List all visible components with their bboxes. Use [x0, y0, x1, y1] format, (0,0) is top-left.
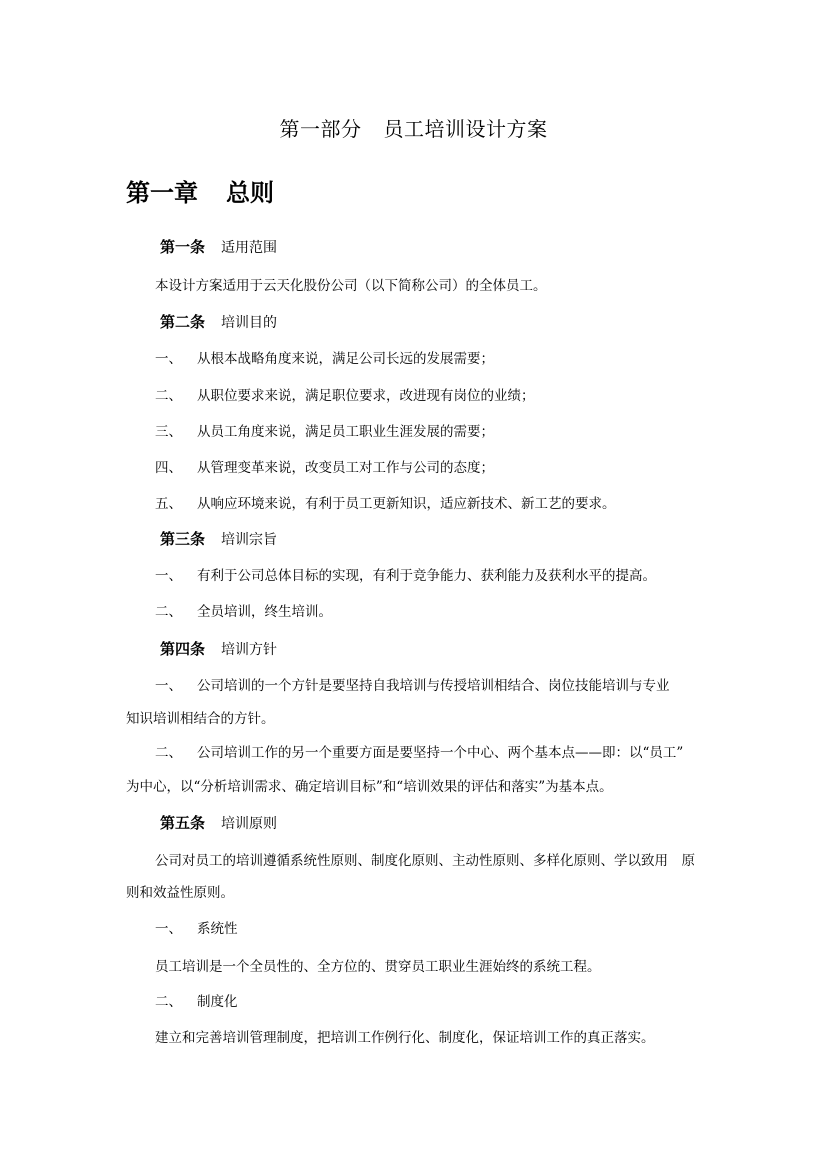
- paragraph-line: 知识培训相结合的方针。: [126, 711, 275, 727]
- list-item: 五、 从响应环境来说，有利于员工更新知识，适应新技术、新工艺的要求。: [155, 496, 616, 512]
- list-item: 一、 有利于公司总体目标的实现，有利于竞争能力、获利能力及获利水平的提高。: [155, 568, 656, 584]
- article-2-heading: [160, 311, 277, 332]
- chapter-heading: [126, 173, 274, 208]
- list-item: 四、 从管理变革来说，改变员工对工作与公司的态度；: [155, 460, 494, 476]
- article-title: 培训原则: [221, 816, 278, 832]
- list-item: 二、 全员培训，终生培训。: [155, 604, 332, 620]
- chapter-title: 总则: [226, 179, 274, 207]
- paragraph-line: 二、 公司培训工作的另一个重要方面是要坚持一个中心、两个基本点——即：以“员工”: [155, 745, 684, 761]
- part-heading: 员工培训设计方案: [383, 117, 548, 141]
- subsection-heading: 二、 制度化: [155, 994, 238, 1010]
- list-item: 二、 从职位要求来说，满足职位要求，改进现有岗位的业绩；: [155, 388, 535, 404]
- article-title: 培训方针: [221, 642, 278, 658]
- paragraph-line: 则和效益性原则。: [126, 885, 234, 901]
- part-title: [0, 113, 827, 142]
- article-number: 第二条: [160, 313, 206, 331]
- article-number: 第四条: [160, 640, 206, 658]
- paragraph-line: 员工培训是一个全员性的、全方位的、贯穿员工职业生涯始终的系统工程。: [155, 959, 601, 975]
- paragraph-line: 一、 公司培训的一个方针是要坚持自我培训与传授培训相结合、岗位技能培训与专业: [155, 678, 670, 694]
- chapter-number: 第一章: [126, 179, 198, 207]
- list-item: 三、 从员工角度来说，满足员工职业生涯发展的需要；: [155, 424, 494, 440]
- article-title: 培训宗旨: [221, 532, 278, 548]
- article-number: 第三条: [160, 530, 206, 548]
- article-number: 第五条: [160, 814, 206, 832]
- paragraph-line: 为中心，以“分析培训需求、确定培训目标”和“培训效果的评估和落实”为基本点。: [126, 779, 613, 795]
- article-4-heading: [160, 638, 277, 659]
- part-number: 第一部分: [279, 117, 362, 141]
- article-1-text: 本设计方案适用于云天化股份公司（以下简称公司）的全体员工。: [155, 278, 547, 294]
- article-5-heading: [160, 812, 277, 833]
- article-1-heading: [160, 236, 277, 257]
- paragraph-line: 建立和完善培训管理制度，把培训工作例行化、制度化，保证培训工作的真正落实。: [155, 1030, 655, 1046]
- article-title: 适用范围: [221, 240, 278, 256]
- article-title: 培训目的: [221, 315, 278, 331]
- article-3-heading: [160, 528, 277, 549]
- article-number: 第一条: [160, 238, 206, 256]
- subsection-heading: 一、 系统性: [155, 921, 238, 937]
- list-item: 一、 从根本战略角度来说，满足公司长远的发展需要；: [155, 351, 494, 367]
- paragraph-line: 公司对员工的培训遵循系统性原则、制度化原则、主动性原则、多样化原则、学以致用 原: [155, 853, 695, 869]
